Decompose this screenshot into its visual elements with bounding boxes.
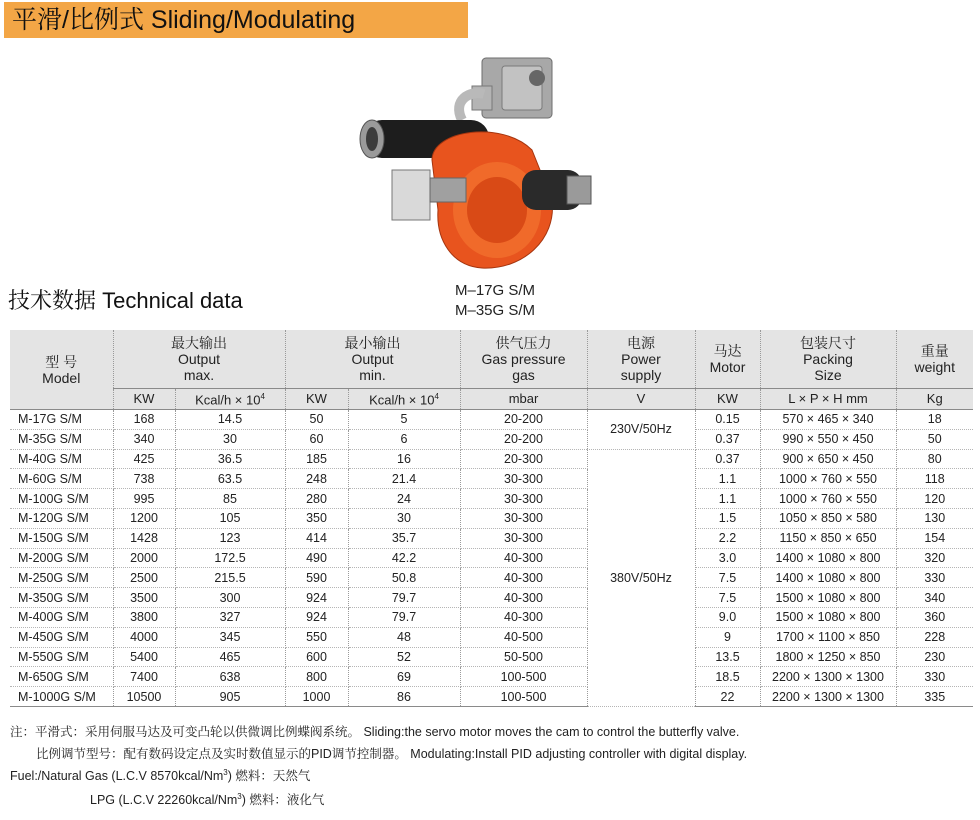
- cell-max-kw: 7400: [113, 667, 175, 687]
- cell-min-kcal: 48: [348, 627, 460, 647]
- cell-packing: 2200 × 1300 × 1300: [760, 667, 896, 687]
- cell-pressure: 40-300: [460, 607, 587, 627]
- cell-max-kw: 2000: [113, 548, 175, 568]
- cell-pressure: 100-500: [460, 667, 587, 687]
- cell-model: M-100G S/M: [10, 489, 113, 509]
- cell-max-kw: 168: [113, 410, 175, 430]
- cell-model: M-200G S/M: [10, 548, 113, 568]
- cell-packing: 1150 × 850 × 650: [760, 528, 896, 548]
- table-row: [10, 687, 973, 707]
- cell-motor: 7.5: [695, 568, 760, 588]
- cell-weight: 130: [896, 508, 973, 528]
- cell-min-kw: 50: [285, 410, 348, 430]
- table-row: [10, 607, 973, 627]
- cell-max-kw: 3500: [113, 588, 175, 608]
- cell-max-kcal: 63.5: [175, 469, 285, 489]
- cell-power-supply: 230V/50Hz: [587, 410, 695, 450]
- unit-max-kw: KW: [113, 389, 175, 410]
- cell-pressure: 30-300: [460, 489, 587, 509]
- cell-packing: 1800 × 1250 × 850: [760, 647, 896, 667]
- cell-min-kcal: 6: [348, 429, 460, 449]
- cell-min-kw: 924: [285, 607, 348, 627]
- unit-max-kcal: Kcal/h × $10^4$: [175, 389, 285, 410]
- cell-max-kcal: 172.5: [175, 548, 285, 568]
- cell-min-kw: 800: [285, 667, 348, 687]
- cell-motor: 9.0: [695, 607, 760, 627]
- unit-power: V: [587, 389, 695, 410]
- cell-pressure: 100-500: [460, 687, 587, 707]
- cell-model: M-120G S/M: [10, 508, 113, 528]
- image-caption-line1: M–17G S/M: [455, 282, 536, 299]
- cell-pressure: 20-300: [460, 449, 587, 469]
- cell-min-kcal: 50.8: [348, 568, 460, 588]
- cell-weight: 18: [896, 410, 973, 430]
- cell-packing: 1500 × 1080 × 800: [760, 607, 896, 627]
- cell-pressure: 20-200: [460, 410, 587, 430]
- cell-motor: 2.2: [695, 528, 760, 548]
- cell-min-kcal: 16: [348, 449, 460, 469]
- cell-model: M-17G S/M: [10, 410, 113, 430]
- cell-packing: 1050 × 850 × 580: [760, 508, 896, 528]
- cell-min-kw: 490: [285, 548, 348, 568]
- cell-model: M-1000G S/M: [10, 687, 113, 707]
- cell-max-kcal: 465: [175, 647, 285, 667]
- cell-motor: 22: [695, 687, 760, 707]
- cell-pressure: 40-300: [460, 548, 587, 568]
- cell-max-kcal: 345: [175, 627, 285, 647]
- cell-max-kw: 738: [113, 469, 175, 489]
- unit-motor: KW: [695, 389, 760, 410]
- header-model: 型 号 Model: [10, 330, 113, 410]
- table-row: [10, 667, 973, 687]
- cell-model: M-150G S/M: [10, 528, 113, 548]
- cell-model: M-350G S/M: [10, 588, 113, 608]
- unit-min-kcal: Kcal/h × $10^4$: [348, 389, 460, 410]
- cell-packing: 990 × 550 × 450: [760, 429, 896, 449]
- cell-weight: 50: [896, 429, 973, 449]
- unit-pressure: mbar: [460, 389, 587, 410]
- note-fuel-lpg: LPG (L.C.V 22260kcal/Nm$^3$) 燃料：液化气: [90, 791, 325, 807]
- table-row: [10, 410, 973, 430]
- table-row: [10, 588, 973, 608]
- cell-min-kcal: 35.7: [348, 528, 460, 548]
- header-gas-pressure: 供气压力 Gas pressure gas: [460, 330, 587, 389]
- header-motor: 马达 Motor: [695, 330, 760, 389]
- cell-max-kcal: 85: [175, 489, 285, 509]
- cell-motor: 0.15: [695, 410, 760, 430]
- cell-model: M-550G S/M: [10, 647, 113, 667]
- cell-motor: 0.37: [695, 429, 760, 449]
- table-row: [10, 548, 973, 568]
- cell-motor: 0.37: [695, 449, 760, 469]
- cell-min-kw: 600: [285, 647, 348, 667]
- cell-weight: 335: [896, 687, 973, 707]
- cell-min-kcal: 86: [348, 687, 460, 707]
- cell-min-kw: 414: [285, 528, 348, 548]
- cell-motor: 18.5: [695, 667, 760, 687]
- cell-model: M-40G S/M: [10, 449, 113, 469]
- cell-weight: 230: [896, 647, 973, 667]
- table-row: [10, 647, 973, 667]
- cell-pressure: 30-300: [460, 469, 587, 489]
- cell-max-kw: 1200: [113, 508, 175, 528]
- cell-max-kw: 1428: [113, 528, 175, 548]
- cell-packing: 570 × 465 × 340: [760, 410, 896, 430]
- cell-weight: 340: [896, 588, 973, 608]
- cell-model: M-35G S/M: [10, 429, 113, 449]
- page-title: 平滑/比例式 Sliding/Modulating: [4, 2, 468, 38]
- section-title: 技术数据 Technical data: [8, 288, 243, 313]
- cell-max-kcal: 215.5: [175, 568, 285, 588]
- cell-min-kcal: 69: [348, 667, 460, 687]
- cell-model: M-60G S/M: [10, 469, 113, 489]
- cell-min-kcal: 42.2: [348, 548, 460, 568]
- unit-packing: L × P × H mm: [760, 389, 896, 410]
- cell-min-kcal: 21.4: [348, 469, 460, 489]
- cell-weight: 118: [896, 469, 973, 489]
- cell-pressure: 20-200: [460, 429, 587, 449]
- cell-model: M-250G S/M: [10, 568, 113, 588]
- cell-min-kw: 350: [285, 508, 348, 528]
- cell-weight: 80: [896, 449, 973, 469]
- header-output-min: 最小输出 Output min.: [285, 330, 460, 389]
- cell-max-kw: 5400: [113, 647, 175, 667]
- cell-model: M-450G S/M: [10, 627, 113, 647]
- cell-max-kw: 340: [113, 429, 175, 449]
- cell-motor: 7.5: [695, 588, 760, 608]
- cell-motor: 1.1: [695, 489, 760, 509]
- cell-pressure: 50-500: [460, 647, 587, 667]
- note-fuel-natural-gas: Fuel:/Natural Gas (L.C.V 8570kcal/Nm$^3$) 燃料：天然气: [10, 767, 311, 783]
- cell-motor: 1.1: [695, 469, 760, 489]
- cell-weight: 360: [896, 607, 973, 627]
- cell-packing: 900 × 650 × 450: [760, 449, 896, 469]
- cell-min-kw: 185: [285, 449, 348, 469]
- cell-max-kcal: 905: [175, 687, 285, 707]
- cell-min-kw: 248: [285, 469, 348, 489]
- table-row: [10, 528, 973, 548]
- cell-packing: 1700 × 1100 × 850: [760, 627, 896, 647]
- cell-min-kcal: 30: [348, 508, 460, 528]
- cell-weight: 330: [896, 568, 973, 588]
- cell-max-kw: 425: [113, 449, 175, 469]
- cell-min-kcal: 52: [348, 647, 460, 667]
- cell-motor: 13.5: [695, 647, 760, 667]
- burner-image: [352, 50, 612, 282]
- cell-min-kcal: 5: [348, 410, 460, 430]
- table-row: [10, 489, 973, 509]
- cell-packing: 2200 × 1300 × 1300: [760, 687, 896, 707]
- cell-packing: 1400 × 1080 × 800: [760, 548, 896, 568]
- table-row: [10, 508, 973, 528]
- unit-min-kw: KW: [285, 389, 348, 410]
- cell-motor: 3.0: [695, 548, 760, 568]
- table-row: [10, 449, 973, 469]
- cell-max-kcal: 638: [175, 667, 285, 687]
- cell-weight: 320: [896, 548, 973, 568]
- image-caption-line2: M–35G S/M: [455, 302, 536, 319]
- header-power-supply: 电源 Power supply: [587, 330, 695, 389]
- cell-model: M-650G S/M: [10, 667, 113, 687]
- cell-max-kcal: 300: [175, 588, 285, 608]
- table-row: [10, 627, 973, 647]
- cell-max-kcal: 36.5: [175, 449, 285, 469]
- cell-max-kcal: 30: [175, 429, 285, 449]
- note-modulating: 比例调节型号：配有数码设定点及实时数值显示的PID调节控制器。 Modulating:Install PID adjusting controller with digital display.: [36, 747, 748, 761]
- cell-min-kw: 1000: [285, 687, 348, 707]
- cell-min-kcal: 79.7: [348, 607, 460, 627]
- cell-pressure: 30-300: [460, 528, 587, 548]
- cell-motor: 9: [695, 627, 760, 647]
- cell-min-kw: 280: [285, 489, 348, 509]
- cell-min-kw: 924: [285, 588, 348, 608]
- table-row: [10, 429, 973, 449]
- cell-max-kw: 3800: [113, 607, 175, 627]
- cell-max-kw: 995: [113, 489, 175, 509]
- table-row: [10, 568, 973, 588]
- cell-max-kcal: 14.5: [175, 410, 285, 430]
- table-row: [10, 469, 973, 489]
- cell-pressure: 40-500: [460, 627, 587, 647]
- header-weight: 重量 weight: [896, 330, 973, 389]
- unit-weight: Kg: [896, 389, 973, 410]
- header-packing-size: 包装尺寸 Packing Size: [760, 330, 896, 389]
- cell-min-kw: 60: [285, 429, 348, 449]
- cell-weight: 330: [896, 667, 973, 687]
- cell-pressure: 40-300: [460, 568, 587, 588]
- cell-min-kw: 550: [285, 627, 348, 647]
- cell-pressure: 30-300: [460, 508, 587, 528]
- cell-packing: 1400 × 1080 × 800: [760, 568, 896, 588]
- cell-packing: 1500 × 1080 × 800: [760, 588, 896, 608]
- cell-min-kw: 590: [285, 568, 348, 588]
- cell-model: M-400G S/M: [10, 607, 113, 627]
- cell-min-kcal: 79.7: [348, 588, 460, 608]
- cell-weight: 120: [896, 489, 973, 509]
- cell-max-kcal: 105: [175, 508, 285, 528]
- cell-weight: 228: [896, 627, 973, 647]
- cell-max-kcal: 327: [175, 607, 285, 627]
- cell-weight: 154: [896, 528, 973, 548]
- cell-max-kw: 4000: [113, 627, 175, 647]
- note-sliding: 注：平滑式：采用伺服马达及可变凸轮以供微调比例蝶阀系统。 Sliding:the servo motor moves the cam to control the butterfly valve.: [10, 725, 740, 739]
- cell-max-kw: 2500: [113, 568, 175, 588]
- cell-packing: 1000 × 760 × 550: [760, 489, 896, 509]
- cell-min-kcal: 24: [348, 489, 460, 509]
- header-output-max: 最大输出 Output max.: [113, 330, 285, 389]
- technical-data-table: [10, 330, 973, 707]
- cell-power-supply: 380V/50Hz: [587, 449, 695, 706]
- cell-motor: 1.5: [695, 508, 760, 528]
- cell-packing: 1000 × 760 × 550: [760, 469, 896, 489]
- cell-max-kw: 10500: [113, 687, 175, 707]
- cell-pressure: 40-300: [460, 588, 587, 608]
- cell-max-kcal: 123: [175, 528, 285, 548]
